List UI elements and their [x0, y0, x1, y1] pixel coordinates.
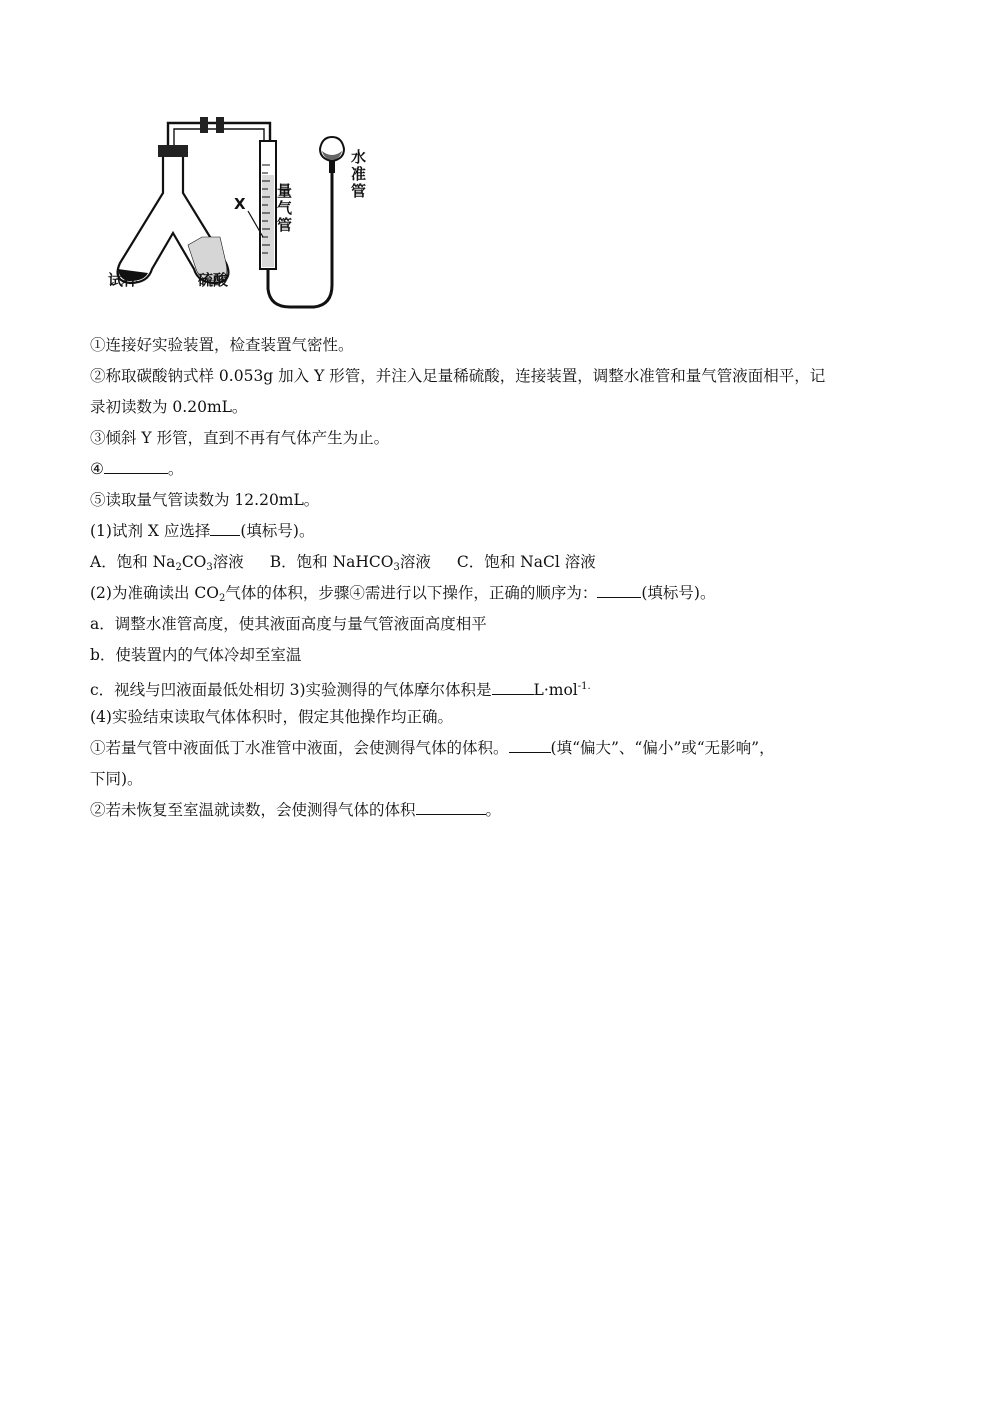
q1-stem-prefix: (1)试剂 X 应选择 [90, 522, 211, 540]
q4-stem: (4)实验结束读取气体体积时，假定其他操作均正确。 [90, 708, 453, 726]
label-leveling-tube: 水准管 [349, 149, 367, 200]
label-sample: 试样 [108, 271, 139, 289]
q1-stem-suffix: (填标号)。 [240, 522, 315, 540]
q1-option-c: C．饱和 NaCl 溶液 [456, 553, 596, 571]
q2-option-c: c．视线与凹液面最低处相切 3)实验测得的气体摩尔体积是 L·mol$^{-1.}$ [90, 671, 905, 702]
apparatus-svg [100, 105, 400, 315]
step-2-line-2: 录初读数为 0.20mL。 [90, 398, 248, 416]
step-5: ⑤读取量气管读数为 12.20mL。 [90, 491, 320, 509]
q1-options [90, 547, 905, 578]
q1-answer-blank[interactable] [210, 519, 240, 536]
step-4-prefix: ④ [90, 460, 104, 478]
step-4-suffix: 。 [167, 460, 184, 478]
step-3: ③倾斜 Y 形管，直到不再有气体产生为止。 [90, 429, 390, 447]
q2-stem: (2)为准确读出 $CO_2$气体的体积，步骤④需进行以下操作，正确的顺序为： (填标号)。 [90, 578, 905, 609]
q4-part-2-blank[interactable] [416, 798, 486, 815]
q1-option-b: B．饱和 NaHCO$_3$溶液 [269, 553, 431, 573]
q4-part-1-blank[interactable] [509, 736, 551, 753]
q1-stem [90, 516, 905, 547]
q4-part-1: ①若量气管中液面低丁水准管中液面，会使测得气体的体积。 (填“偏大”、“偏小”或“无影响”， [90, 733, 905, 764]
funnel-stem [329, 161, 335, 173]
q2-option-b: b．使装置内的气体冷却至室温 [90, 646, 302, 664]
stopper [158, 145, 188, 157]
step-2-line-1: ②称取碳酸钠式样 0.053g 加入 Y 形管，并注入足量稀硫酸，连接装置，调整水准管和量气管液面相平，记 [90, 367, 826, 385]
q1-option-a: A．饱和 $Na_2CO_3$溶液 [90, 553, 244, 573]
tube-clamp [200, 117, 208, 133]
q4-part-1-line-2: 下同)。 [90, 770, 143, 788]
q2-option-a: a．调整水准管高度，使其液面高度与量气管液面高度相平 [90, 615, 487, 633]
step-1: ①连接好实验装置，检查装置气密性。 [90, 336, 354, 354]
step-4-blank[interactable] [104, 457, 168, 474]
q4-part-2: ②若未恢复至室温就读数，会使测得气体的体积 。 [90, 795, 905, 826]
q3-answer-blank[interactable] [492, 678, 534, 695]
label-burette: 量气管 [275, 183, 293, 234]
step-4 [90, 454, 905, 485]
apparatus-diagram [100, 105, 400, 315]
label-x: X [234, 195, 246, 213]
tube-clamp [216, 117, 224, 133]
q2-answer-blank[interactable] [597, 581, 641, 598]
molar-volume-unit: L·mol [533, 681, 578, 699]
label-acid: 硫酸 [198, 271, 229, 289]
question-body [90, 330, 905, 826]
